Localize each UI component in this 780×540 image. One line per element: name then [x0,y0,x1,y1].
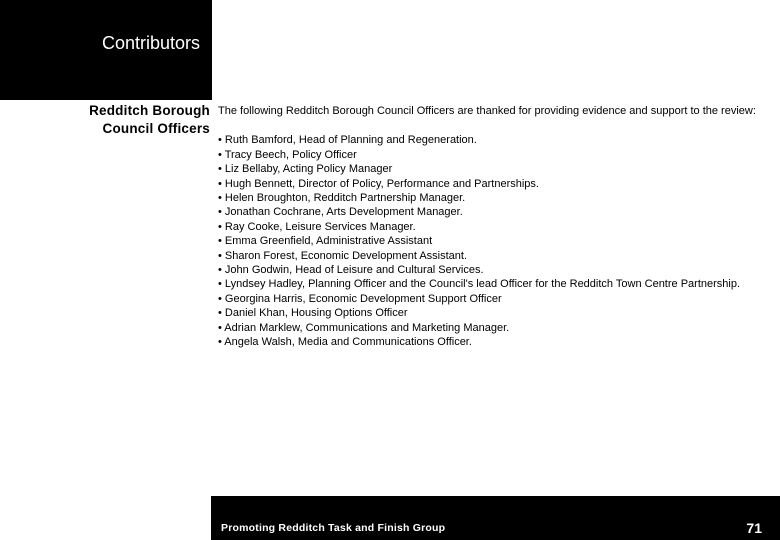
list-item: • Helen Broughton, Redditch Partnership Manager. [218,192,466,205]
list-item: • Ruth Bamford, Head of Planning and Regeneration. [218,134,477,147]
list-item: • Adrian Marklew, Communications and Marketing Manager. [218,321,510,334]
footer-bar [211,496,780,540]
page-number: 71 [746,520,762,536]
footer-title: Promoting Redditch Task and Finish Group [221,522,446,534]
header-block [0,0,212,100]
page-title: Contributors [101,33,200,53]
contributors-list [218,133,758,349]
list-item: • John Godwin, Head of Leisure and Cultural Services. [218,264,484,277]
list-item: • Tracy Beech, Policy Officer [218,148,357,161]
intro-paragraph: The following Redditch Borough Council Officers are thanked for providing evidence and support to the review: [218,105,756,117]
section-heading [0,102,210,137]
list-item: • Ray Cooke, Leisure Services Manager. [218,220,416,233]
list-item: • Angela Walsh, Media and Communications Officer. [218,336,472,349]
list-item: • Georgina Harris, Economic Development Support Officer [218,292,502,305]
list-item: • Daniel Khan, Housing Options Officer [218,307,408,320]
section-heading-line-1: Redditch Borough [89,103,210,118]
list-item: • Liz Bellaby, Acting Policy Manager [218,163,393,176]
section-heading-line-2: Council Officers [102,120,210,136]
list-item: • Hugh Bennett, Director of Policy, Performance and Partnerships. [218,177,539,190]
list-item: • Sharon Forest, Economic Development Assistant. [218,249,468,262]
content-area [218,104,758,350]
list-item: • Emma Greenfield, Administrative Assistant [218,235,433,248]
list-item: • Lyndsey Hadley, Planning Officer and the Council's lead Officer for the Redditch Town Centre Partnership. [218,278,741,291]
list-item: • Jonathan Cochrane, Arts Development Manager. [218,206,463,219]
